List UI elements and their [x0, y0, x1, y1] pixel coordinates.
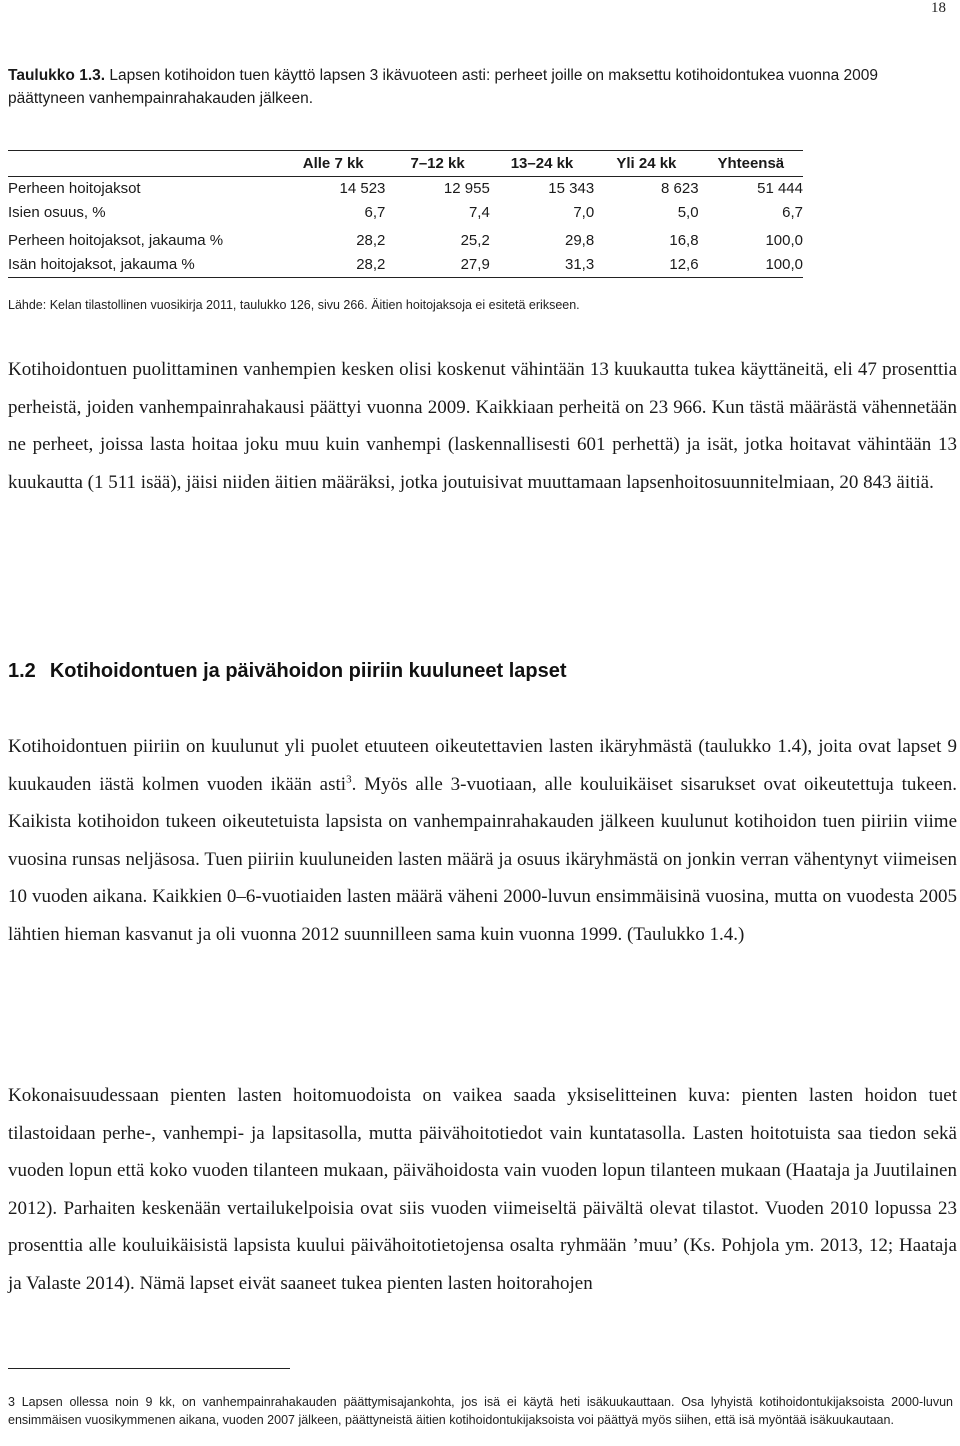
table-cell: 14 523 [339, 180, 386, 197]
table-row [8, 177, 803, 202]
table-row-label: Perheen hoitojaksot, jakauma % [8, 232, 224, 249]
table-header-cell: Alle 7 kk [281, 151, 385, 177]
table-row [8, 253, 803, 278]
table-row-label: Perheen hoitojaksot [8, 180, 141, 197]
footnote-divider [8, 1368, 290, 1369]
table-cell: 16,8 [669, 232, 699, 249]
paragraph-text: Kotihoidontuen piiriin on kuulunut yli puolet etuuteen oikeutettavien lasten ikäryhmästä (taulukko 1.4), joita ovat lapset 9 kuukauden iästä kolmen vuoden ikään asti [8, 736, 957, 795]
table-cell: 28,2 [281, 253, 385, 278]
table-row-label: Isän hoitojaksot, jakauma % [8, 253, 281, 278]
table-cell: 27,9 [385, 253, 489, 278]
section-number: 1.2 [8, 660, 36, 682]
table-header-cell [8, 151, 281, 177]
body-paragraph [8, 728, 957, 954]
footnote: 3 Lapsen ollessa noin 9 kk, on vanhempainrahakauden päättymisajankohta, jos isä ei käytä heti isäkuukauttaan. Osa lyhyistä kotihoidontukijaksoista 2000-luvun ensimmäisen vuosikymmenen aikana, vuoden 2007 jälkeen, päättyneistä äitien kotihoidontukijaksoista voi päättyä myös siihen, että isä myöntää isäkuukautaan. [8, 1395, 953, 1427]
footnote-reference[interactable]: 3 [346, 773, 352, 786]
table-header-row [8, 151, 803, 177]
table-cell: 100,0 [765, 232, 803, 249]
table-caption-label: Taulukko 1.3. [8, 67, 106, 84]
section-heading [8, 660, 567, 683]
table-header-cell: Yhteensä [699, 151, 803, 177]
table-cell: 100,0 [699, 253, 803, 278]
data-table [8, 150, 803, 278]
table-caption-text: Lapsen kotihoidon tuen käyttö lapsen 3 ikävuoteen asti: perheet joille on maksettu kotihoidontukea vuonna 2009 päättyneen vanhempainrahakauden jälkeen. [8, 67, 879, 107]
table-source-note: Lähde: Kelan tilastollinen vuosikirja 2011, taulukko 126, sivu 266. Äitien hoitojaksoja ei esitetä erikseen. [8, 298, 580, 312]
table-cell: 12,6 [594, 253, 698, 278]
body-paragraph: Kokonaisuudessaan pienten lasten hoitomuodoista on vaikea saada yksiselitteinen kuva: pienten lasten hoidon tuet tilastoidaan perhe-, vanhempi- ja lapsitasolla, mutta päivähoitotiedot vain kuntatasolla. Lasten hoitotuista saa tiedon sekä vuoden lopun että koko vuoden tilanteen mukaan, päivähoidosta vain vuoden lopun tilanteen mukaan (Haataja ja Juutilainen 2012). Parhaiten keskenään vertailukelpoisia ovat siis vuoden viimeiseltä päivältä olevat tilastot. Vuoden 2010 lopussa 23 prosenttia alle kouluikäisistä lapsista kuului päivähoitotietojensa osalta ryhmään ’muu’ (Ks. Pohjola ym. 2013, 12; Haataja ja Valaste 2014). Nämä lapset eivät saaneet tukea pienten lasten hoitorahojen [8, 1085, 957, 1294]
table-cell: 25,2 [460, 232, 490, 249]
table-cell: 5,0 [677, 204, 699, 221]
table-cell: 28,2 [356, 232, 386, 249]
table-row [8, 201, 803, 225]
paragraph-text: . Myös alle 3-vuotiaan, alle kouluikäiset sisarukset ovat oikeutettuja tukeen. Kaikista kotihoidon tukeen oikeutetuista lapsista on vanhempainrahakauden jälkeen kuulunut kotihoidon tuen piiriin viime vuosina runsas neljäsosa. Tuen piiriin kuuluneiden lasten määrä ja osuus ikäryhmästä on jonkin verran vähentynyt viimeisen 10 vuoden aikana. Kaikkien 0–6-vuotiaiden lasten määrä väheni 2000-luvun ensimmäisinä vuosina, mutta on vuodesta 2005 lähtien hieman kasvanut ja oli vuonna 2012 suunnilleen sama kuin vuonna 1999. (Taulukko 1.4.) [8, 773, 958, 945]
table-header-cell: 13–24 kk [490, 151, 594, 177]
table-cell: 7,4 [468, 204, 490, 221]
table-cell: 7,0 [573, 204, 595, 221]
body-paragraph: Kotihoidontuen puolittaminen vanhempien kesken olisi koskenut vähintään 13 kuukautta tukea käyttäneitä, eli 47 prosenttia perheistä, joiden vanhempainrahakausi päättyi vuonna 2009. Kaikkiaan perheitä on 23 966. Kun tästä määrästä vähennetään ne perheet, joissa lasta hoitaa joku muu kuin vanhempi (laskennallisesti 601 perhettä) ja isät, jotka hoitavat vähintään 13 kuukautta (1 511 isää), jäisi niiden äitien määräksi, jotka joutuisivat muuttamaan lapsenhoitosuunnitelmiaan, 20 843 äitiä. [8, 359, 957, 493]
table-caption [8, 64, 953, 110]
table-header-cell: Yli 24 kk [594, 151, 698, 177]
page-number: 18 [931, 0, 946, 16]
table-cell: 8 623 [661, 180, 699, 197]
table-cell: 29,8 [564, 232, 595, 249]
table-row-label: Isien osuus, % [8, 204, 106, 221]
table-header-cell: 7–12 kk [385, 151, 489, 177]
table-cell: 51 444 [757, 180, 803, 197]
section-title: Kotihoidontuen ja päivähoidon piiriin kuuluneet lapset [49, 660, 567, 682]
table-cell: 6,7 [782, 204, 803, 221]
table-cell: 6,7 [364, 204, 386, 221]
table-row [8, 225, 803, 253]
table-cell: 15 343 [548, 180, 595, 197]
table-cell: 31,3 [490, 253, 594, 278]
table-cell: 12 955 [443, 180, 490, 197]
